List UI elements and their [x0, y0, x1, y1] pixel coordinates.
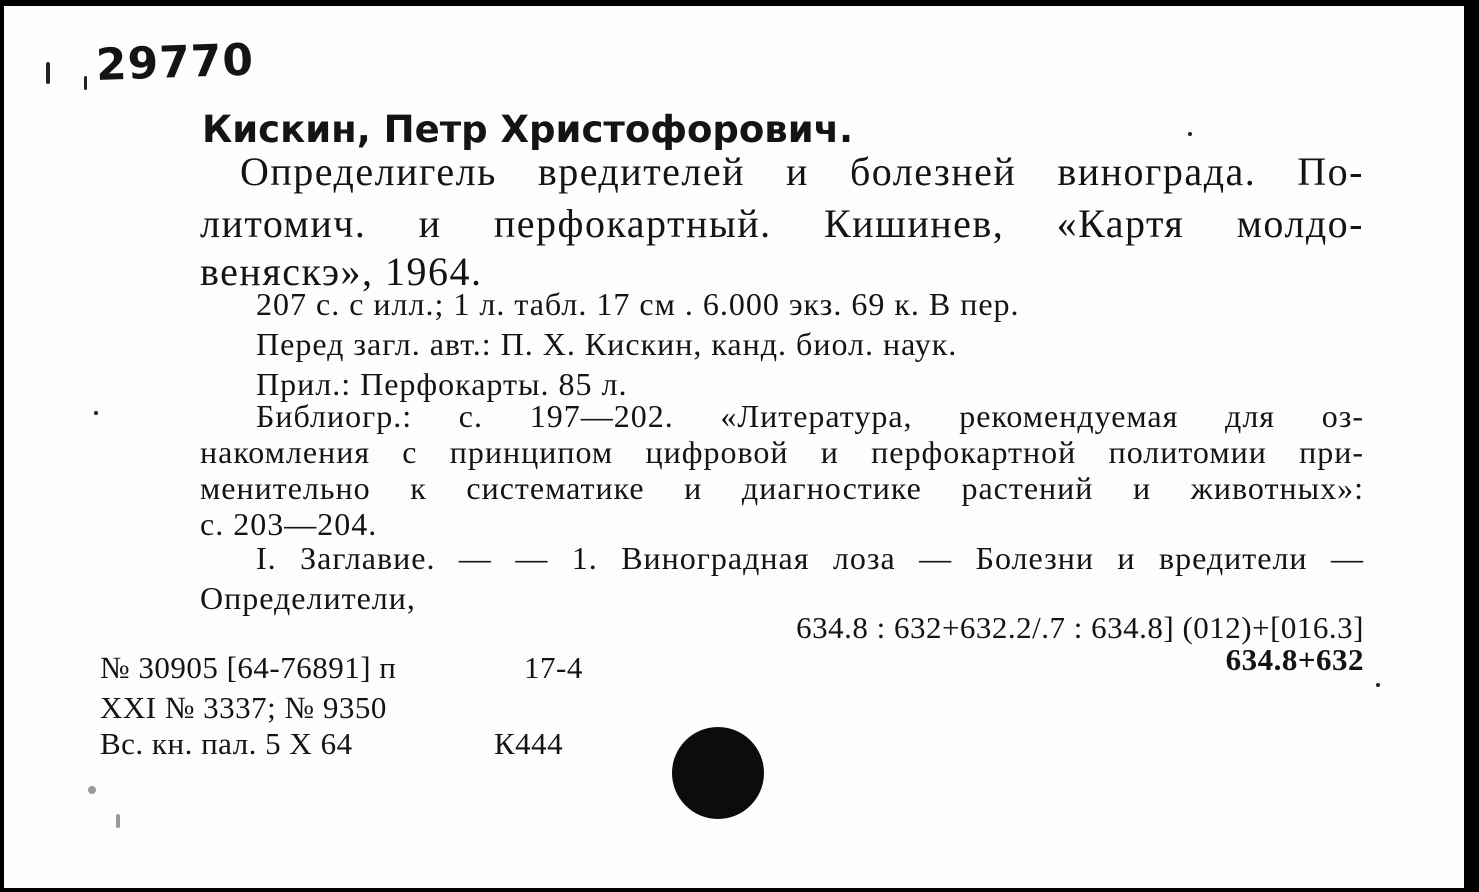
chamber-date: Вс. кн. пал. 5 Х 64 [100, 726, 353, 761]
bibliography-line-2: накомления с принципом цифровой и перфокартной политомии при- [200, 434, 1364, 470]
ink-speck [116, 814, 120, 828]
tracings-line-1: I. Заглавие. — — 1. Виноградная лоза — Болезни и вредители — [256, 540, 1364, 576]
tracings-line-2: Определители, [200, 580, 416, 616]
bibliography-line-3: менительно к систематике и диагностике растений и животных»: [200, 470, 1364, 506]
bibliography-line-1: Библиогр.: с. 197—202. «Литература, рекомендуемая для оз- [256, 398, 1364, 434]
chronicle-number: XXI № 3337; № 9350 [100, 690, 387, 725]
author-sign: К444 [494, 726, 564, 761]
bibliography-line-4: с. 203—204. [200, 506, 378, 542]
classification-secondary: 634.8+632 [1225, 642, 1364, 677]
title-line-2: литомич. и перфокартный. Кишинев, «Картя молдо- [200, 201, 1364, 246]
author-heading: Кискин, Петр Христофорович. [202, 108, 854, 151]
ink-speck [94, 411, 98, 415]
left-margin-mark [84, 76, 87, 90]
title-line-3: веняскэ», 1964. [200, 249, 483, 294]
catalog-card [4, 4, 1464, 888]
collation-line: 207 с. с илл.; 1 л. табл. 17 см . 6.000 экз. 69 к. В пер. [256, 286, 1020, 322]
ink-speck [1376, 683, 1380, 687]
left-margin-mark [46, 62, 50, 84]
title-line-1: Определигель вредителей и болезней винограда. По- [240, 149, 1364, 194]
ink-speck [88, 786, 96, 794]
ink-speck [1188, 132, 1192, 136]
author-statement-note: Перед загл. авт.: П. Х. Кискин, канд. биол. наук. [256, 326, 958, 362]
punched-hole [672, 727, 764, 819]
card-top-edge [4, 4, 1464, 6]
registration-number: № 30905 [64-76891] п [100, 650, 397, 685]
handwritten-call-number: 29770 [95, 34, 255, 91]
price-code: 17-4 [524, 650, 583, 685]
appendix-note: Прил.: Перфокарты. 85 л. [256, 366, 628, 402]
classification-index: 634.8 : 632+632.2/.7 : 634.8] (012)+[016.3] [796, 610, 1364, 645]
